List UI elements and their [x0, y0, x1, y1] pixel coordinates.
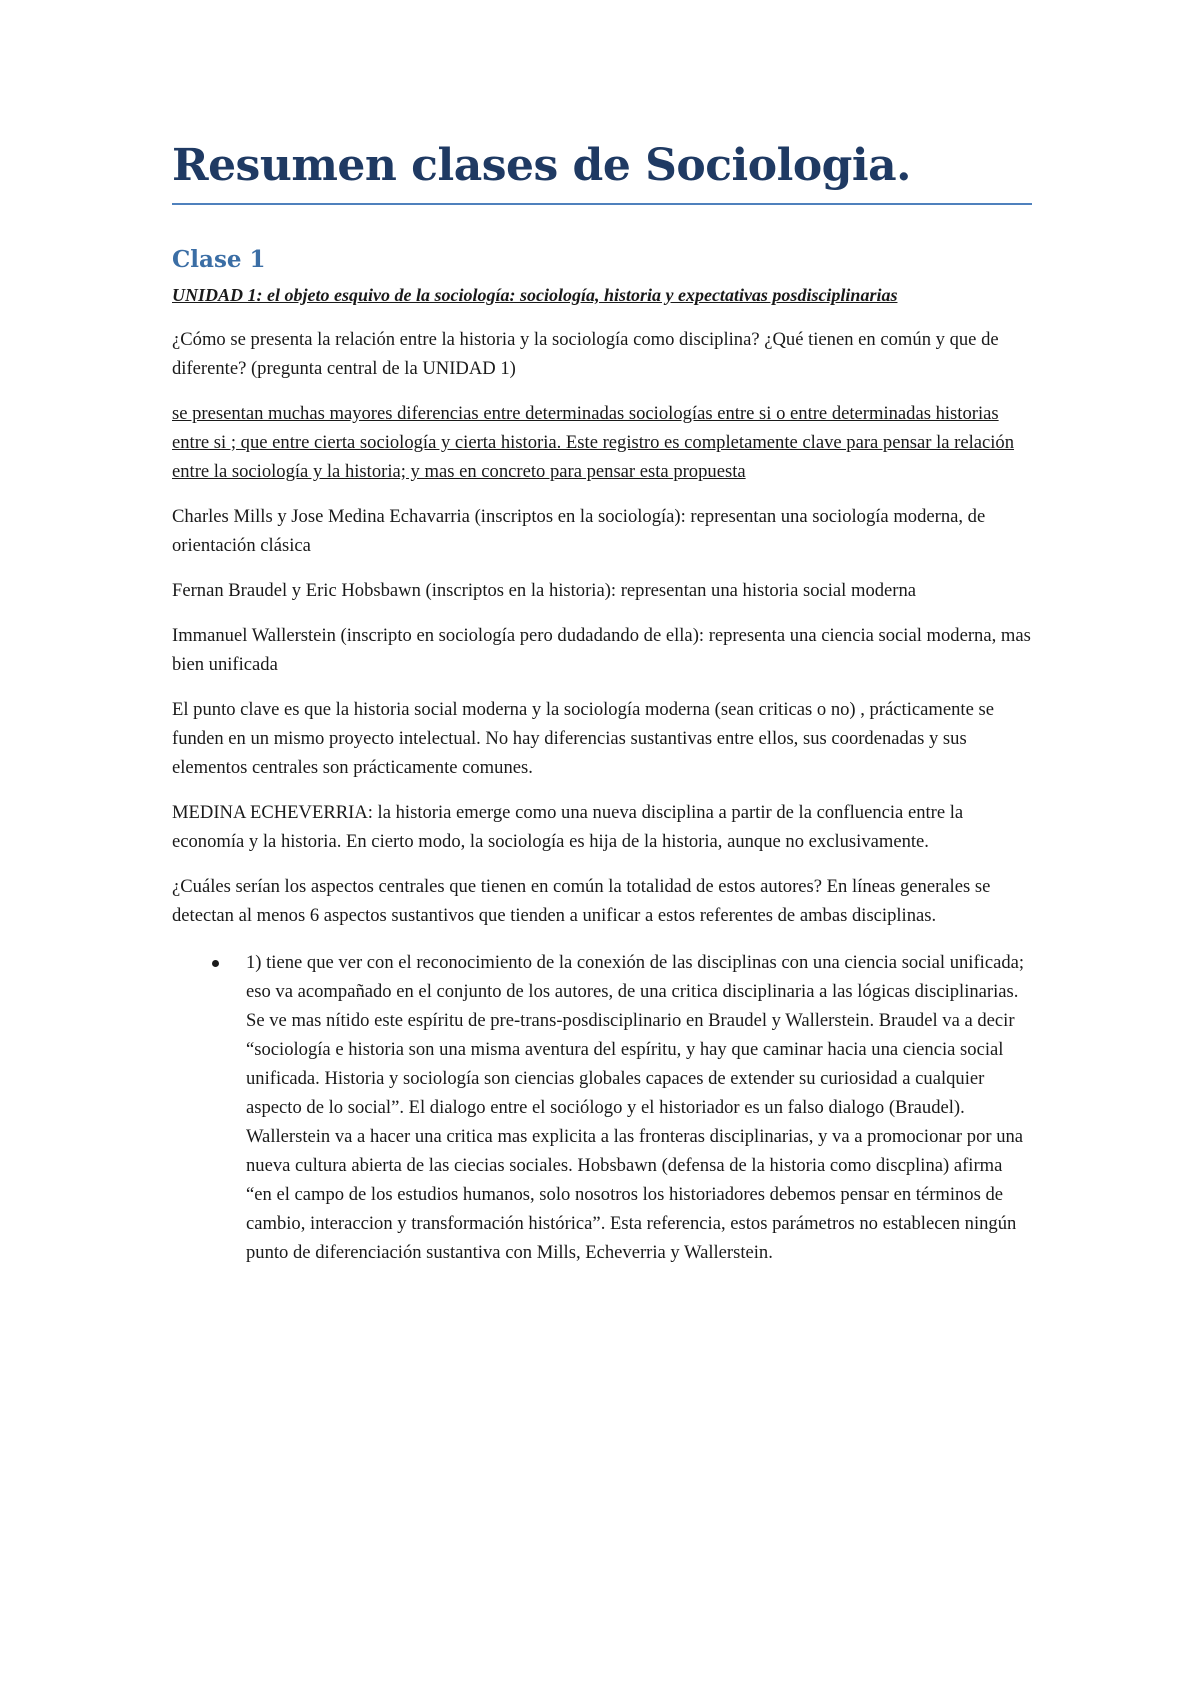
title-divider [172, 203, 1032, 205]
list-item [172, 948, 1032, 1267]
document-page [172, 140, 1032, 1267]
document-title: Resumen clases de Sociologia. [172, 140, 911, 191]
paragraph-key-point: El punto clave es que la historia social moderna y la sociología moderna (sean criticas o no) , prácticamente se funden en un mismo proyecto intelectual. No hay diferencias sustantivas entre ellos, sus coordenadas y sus elementos centrales son prácticamente comunes. [172, 698, 994, 778]
bullet-list [172, 948, 1032, 1267]
paragraph-underlined-note: se presentan muchas mayores diferencias entre determinadas sociologías entre si o entre determinadas historias entre si ; que entre cierta sociología y cierta historia. Este registro es completamente clave para pensar la relación entre la sociología y la historia; y mas en concreto para pensar esta propuesta [172, 402, 1015, 482]
paragraph-wallerstein: Immanuel Wallerstein (inscripto en sociología pero dudadando de ella): representa una ciencia social moderna, mas bien unificada [172, 624, 1031, 675]
bullet-icon [212, 960, 219, 967]
unit-title: UNIDAD 1: el objeto esquivo de la sociología: sociología, historia y expectativas posdisciplinarias [172, 284, 898, 305]
bullet-text: 1) tiene que ver con el reconocimiento de la conexión de las disciplinas con una ciencia social unificada; eso va acompañado en el conjunto de los autores, de una critica disciplinaria a las lógicas disciplinarias. Se ve mas nítido este espíritu de pre-trans-posdisciplinario en Braudel y Wallerstein. Braudel va a decir “sociología e historia son una misma aventura del espíritu, y hay que caminar hacia una ciencia social unificada. Historia y sociología son ciencias globales capaces de extender su curiosidad a cualquier aspecto de lo social”. El dialogo entre el sociólogo y el historiador es un falso dialogo (Braudel). Wallerstein va a hacer una critica mas explicita a las fronteras disciplinarias, y va a promocionar por una nueva cultura abierta de las ciecias sociales. Hobsbawn (defensa de la historia como discplina) afirma “en el campo de los estudios humanos, solo nosotros los historiadores debemos pensar en términos de cambio, interaccion y transformación histórica”. Esta referencia, estos parámetros no establecen ningún punto de diferenciación sustantiva con Mills, Echeverria y Wallerstein. [246, 951, 1025, 1263]
paragraph-medina-echeverria: MEDINA ECHEVERRIA: la historia emerge como una nueva disciplina a partir de la confluencia entre la economía y la historia. En cierto modo, la sociología es hija de la historia, aunque no exclusivamente. [172, 801, 964, 852]
paragraph-central-aspects: ¿Cuáles serían los aspectos centrales que tienen en común la totalidad de estos autores? En líneas generales se detectan al menos 6 aspectos sustantivos que tienden a unificar a estos referentes de ambas disciplinas. [172, 875, 991, 926]
section-heading: Clase 1 [172, 245, 266, 273]
paragraph-braudel-hobsbawn: Fernan Braudel y Eric Hobsbawn (inscriptos en la historia): representan una historia social moderna [172, 579, 917, 601]
paragraph-central-question: ¿Cómo se presenta la relación entre la historia y la sociología como disciplina? ¿Qué tienen en común y que de diferente? (pregunta central de la UNIDAD 1) [172, 328, 999, 379]
paragraph-mills-medina: Charles Mills y Jose Medina Echavarria (inscriptos en la sociología): representan una sociología moderna, de orientación clásica [172, 505, 986, 556]
